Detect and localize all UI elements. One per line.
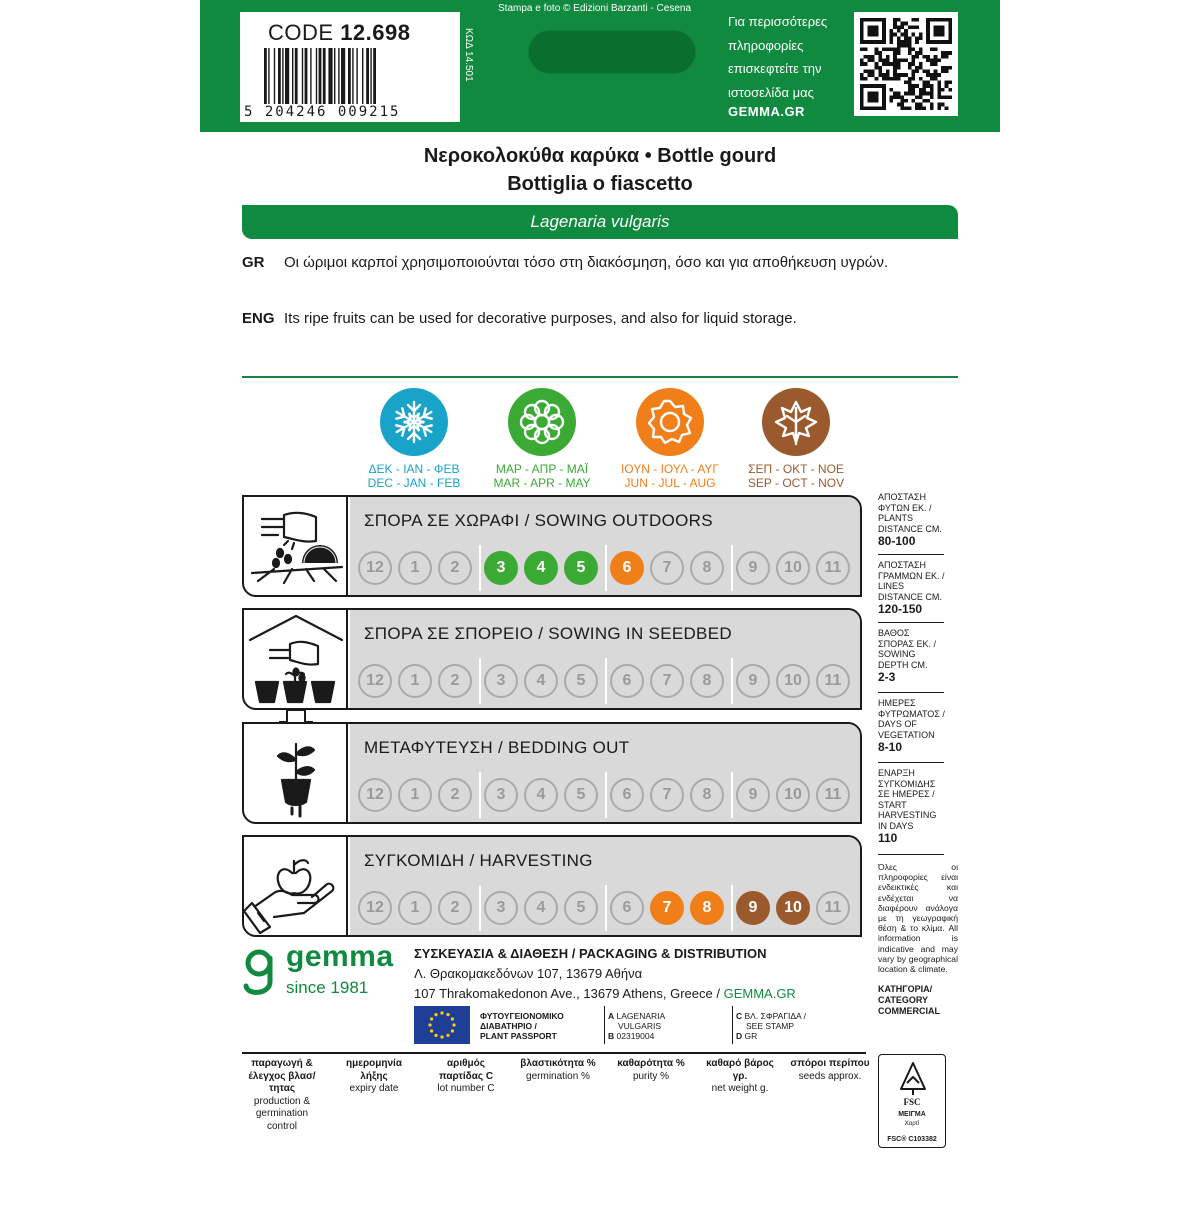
month-circle-1: 1: [398, 664, 432, 698]
month-circle-10: 10: [776, 664, 810, 698]
month-circle-7: 7: [650, 664, 684, 698]
month-track: [358, 778, 858, 812]
month-circle-3: 3: [484, 778, 518, 812]
qr-code-icon[interactable]: [854, 12, 958, 116]
stats-divider: [242, 1052, 866, 1054]
month-circle-10: 10: [776, 891, 810, 925]
season-separator: [605, 885, 607, 931]
month-circle-9: 9: [736, 664, 770, 698]
sowing-outdoors-icon: [244, 497, 348, 595]
row-label: ΜΕΤΑΦΥΤΕΥΣΗ / BEDDING OUT: [364, 738, 630, 757]
season-separator: [731, 772, 733, 818]
calendar-row-sowing-outdoors: [242, 495, 862, 597]
season-winter: ΔΕΚ - ΙΑΝ - ΦΕΒ DEC - JAN - FEB: [354, 388, 474, 490]
month-circle-2: 2: [438, 891, 472, 925]
season-separator: [479, 658, 481, 704]
divider: [242, 376, 958, 378]
passport-ab: A LAGENARIA VULGARIS B 02319004: [608, 1011, 666, 1041]
month-track: [358, 551, 858, 585]
side-days-vegetation: ΗΜΕΡΕΣ ΦΥΤΡΩΜΑΤΟΣ / DAYS OF VEGETATION 8-10: [878, 698, 945, 754]
stat-seeds: σπόροι περίπου seeds approx.: [790, 1058, 870, 1082]
month-circle-3: 3: [484, 891, 518, 925]
eu-flag-icon: [414, 1006, 470, 1044]
side-lines-distance: ΑΠΟΣΤΑΣΗ ΓΡΑΜΜΩΝ ΕΚ. / LINES DISTANCE CM. 120-150: [878, 560, 945, 616]
season-separator: [605, 545, 607, 591]
gemma-logo-word: gemma: [286, 940, 394, 973]
passport-cd: C ΒΛ. ΣΦΡΑΓΙΔΑ / SEE STAMP D GR: [736, 1011, 806, 1041]
stat-net-weight: καθαρό βάρος γρ. net weight g.: [706, 1058, 774, 1094]
transplant-icon: [244, 724, 348, 822]
month-circle-9: 9: [736, 551, 770, 585]
season-separator: [479, 545, 481, 591]
stat-germination: βλαστικότητα % germination %: [520, 1058, 596, 1082]
packaging-title: ΣΥΣΚΕΥΑΣΙΑ & ΔΙΑΘΕΣΗ / PACKAGING & DISTRIBUTION: [414, 946, 767, 961]
season-autumn: ΣΕΠ - ΟΚΤ - ΝΟΕ SEP - OCT - NOV: [736, 388, 856, 490]
calendar-row-harvesting: [242, 835, 862, 937]
passport-title: ΦΥΤΟΥΓΕΙΟΝΟΜΙΚΟ ΔΙΑΒΑΤΗΡΙΟ / PLANT PASSPORT: [480, 1011, 564, 1041]
month-circle-8: 8: [690, 778, 724, 812]
product-subtitle: Bottiglia o fiascetto: [507, 173, 693, 195]
row-label: ΣΥΓΚΟΜΙΔΗ / HARVESTING: [364, 851, 593, 870]
gemma-since: since 1981: [286, 978, 369, 997]
address-gr: Λ. Θρακομακεδόνων 107, 13679 Αθήνα: [414, 966, 643, 981]
month-circle-5: 5: [564, 778, 598, 812]
plant-passport: [414, 1006, 834, 1046]
month-track: [358, 664, 858, 698]
flower-icon: [508, 388, 576, 456]
month-track: [358, 891, 858, 925]
season-separator: [731, 658, 733, 704]
month-circle-4: 4: [524, 664, 558, 698]
calendar-row-bedding-out: [242, 722, 862, 824]
month-circle-2: 2: [438, 778, 472, 812]
month-circle-9: 9: [736, 778, 770, 812]
side-sowing-depth: ΒΑΘΟΣ ΣΠΟΡΑΣ ΕΚ. / SOWING DEPTH CM. 2-3: [878, 628, 936, 684]
month-circle-9: 9: [736, 891, 770, 925]
latin-name: Lagenaria vulgaris: [530, 212, 670, 231]
address-en: 107 Thrakomakedonon Ave., 13679 Athens, Greece / GEMMA.GR: [414, 986, 796, 1001]
product-title: Νεροκολοκύθα καρύκα • Bottle gourd: [423, 145, 777, 167]
month-circle-11: 11: [816, 778, 850, 812]
side-plants-distance: ΑΠΟΣΤΑΣΗ ΦΥΤΩΝ ΕΚ. / PLANTS DISTANCE CM. 80-100: [878, 492, 942, 548]
month-circle-12: 12: [358, 891, 392, 925]
stat-production: παραγωγή & έλεγχος βλασ/τητας production & germination control: [248, 1058, 316, 1132]
month-circle-1: 1: [398, 778, 432, 812]
month-circle-7: 7: [650, 551, 684, 585]
print-credit: Stampa e foto © Edizioni Barzanti - Cesena: [498, 3, 692, 14]
season-separator: [605, 658, 607, 704]
harvest-icon: [244, 837, 348, 935]
month-circle-12: 12: [358, 551, 392, 585]
season-spring: ΜΑΡ - ΑΠΡ - ΜΑΪ MAR - APR - MAY: [482, 388, 602, 490]
month-circle-5: 5: [564, 551, 598, 585]
month-circle-10: 10: [776, 778, 810, 812]
info-site-link[interactable]: GEMMA.GR: [728, 104, 805, 119]
stat-lot: αριθμός παρτίδας C lot number C: [437, 1058, 495, 1094]
season-separator: [605, 772, 607, 818]
month-circle-8: 8: [690, 891, 724, 925]
month-circle-6: 6: [610, 891, 644, 925]
month-circle-8: 8: [690, 664, 724, 698]
address-site-link[interactable]: GEMMA.GR: [723, 986, 796, 1001]
gemma-logo-icon: [242, 948, 276, 1000]
season-separator: [479, 772, 481, 818]
disclaimer-note: Όλες οι πληροφορίες είναι ενδεικτικές και ενδέχεται να διαφέρουν ανάλογα με τη γεωγραφική θέση & το κλίμα. All information is indicative and may vary by geographical location & climate.: [878, 862, 958, 975]
month-circle-11: 11: [816, 664, 850, 698]
month-circle-4: 4: [524, 551, 558, 585]
month-circle-5: 5: [564, 664, 598, 698]
month-circle-6: 6: [610, 551, 644, 585]
month-circle-11: 11: [816, 551, 850, 585]
barcode-icon: [264, 48, 434, 104]
month-circle-11: 11: [816, 891, 850, 925]
month-circle-4: 4: [524, 778, 558, 812]
season-summer: ΙΟΥΝ - ΙΟΥΛ - ΑΥΓ JUN - JUL - AUG: [610, 388, 730, 490]
stat-expiry: ημερομηνία λήξης expiry date: [346, 1058, 402, 1094]
month-circle-3: 3: [484, 551, 518, 585]
month-circle-5: 5: [564, 891, 598, 925]
month-circle-4: 4: [524, 891, 558, 925]
row-label: ΣΠΟΡΑ ΣΕ ΧΩΡΑΦΙ / SOWING OUTDOORS: [364, 511, 713, 530]
season-separator: [479, 885, 481, 931]
row-label: ΣΠΟΡΑ ΣΕ ΣΠΟΡΕΙΟ / SOWING IN SEEDBED: [364, 624, 732, 643]
month-circle-8: 8: [690, 551, 724, 585]
leaf-icon: [762, 388, 830, 456]
month-circle-6: 6: [610, 778, 644, 812]
side-start-harvesting: ΕΝΑΡΞΗ ΣΥΓΚΟΜΙΔΗΣ ΣΕ ΗΜΕΡΕΣ / START HARVESTING IN DAYS 110: [878, 768, 937, 845]
month-circle-3: 3: [484, 664, 518, 698]
month-circle-6: 6: [610, 664, 644, 698]
season-separator: [731, 545, 733, 591]
category-label: ΚΑΤΗΓΟΡΙΑ/ CATEGORY COMMERCIAL: [878, 984, 940, 1016]
product-code: CODE 12.698: [268, 20, 411, 45]
month-circle-12: 12: [358, 778, 392, 812]
fsc-tree-icon: [893, 1059, 933, 1097]
snowflake-icon: [380, 388, 448, 456]
month-circle-7: 7: [650, 891, 684, 925]
sun-icon: [636, 388, 704, 456]
code-box: [240, 12, 460, 122]
month-circle-1: 1: [398, 551, 432, 585]
info-text: Για περισσότερες πληροφορίες επισκεφτείτε την ιστοσελίδα μας: [728, 14, 828, 100]
month-circle-2: 2: [438, 551, 472, 585]
barcode-number: 5 204246 009215: [244, 104, 401, 120]
month-circle-12: 12: [358, 664, 392, 698]
hang-slot: [528, 30, 696, 74]
stat-purity: καθαρότητα % purity %: [617, 1058, 685, 1082]
season-separator: [731, 885, 733, 931]
seedbed-icon: [244, 610, 348, 708]
month-circle-1: 1: [398, 891, 432, 925]
latin-name-bar: [242, 205, 958, 239]
month-circle-10: 10: [776, 551, 810, 585]
month-circle-7: 7: [650, 778, 684, 812]
calendar-row-sowing-seedbed: [242, 608, 862, 710]
kod-label: ΚΩΔ 14.501: [463, 28, 474, 82]
fsc-badge: FSC ΜΕΙΓΜΑ Χαρτί FSC® C103382: [878, 1054, 946, 1148]
month-circle-2: 2: [438, 664, 472, 698]
